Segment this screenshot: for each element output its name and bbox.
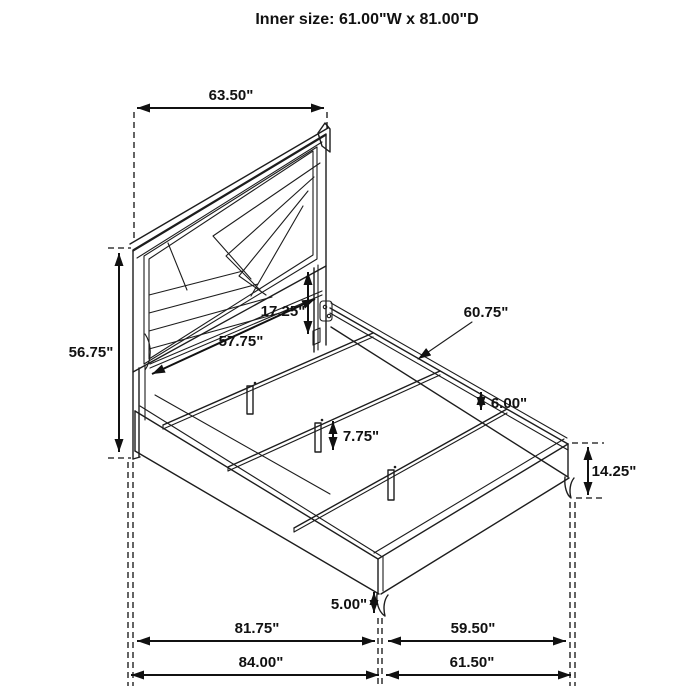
bed-frame-drawing <box>135 303 574 616</box>
dim-slat-length-label: 57.75" <box>218 333 264 350</box>
dim-rail-height-label: 6.00" <box>490 395 528 412</box>
dim-rail-height <box>481 392 527 412</box>
foot-rail <box>374 439 569 594</box>
page-title: Inner size: 61.00"W x 81.00"D <box>255 11 479 28</box>
headboard-right-post <box>313 265 332 352</box>
headboard-chevron-pattern <box>149 163 320 349</box>
dim-front-leg-height-label: 5.00" <box>330 596 368 613</box>
far-side-rail <box>330 303 568 477</box>
dim-panel-clearance <box>261 272 308 334</box>
headboard-drawing <box>130 123 332 459</box>
slat-rails <box>150 291 507 532</box>
dim-inner-width <box>388 620 566 641</box>
dim-headboard-width <box>134 87 327 242</box>
dim-inner-length-label: 81.75" <box>234 620 280 637</box>
dim-foot-corner-height-label: 14.25" <box>591 463 637 480</box>
dim-front-leg-height <box>331 592 374 613</box>
dim-overall-width <box>386 654 571 675</box>
dim-headboard-height <box>69 248 131 458</box>
dim-headboard-width-label: 63.50" <box>208 87 254 104</box>
dim-slat-leg-height <box>333 421 379 450</box>
dim-slat-leg-height-label: 7.75" <box>342 428 380 445</box>
front-corner-leg <box>377 594 388 616</box>
dim-headboard-height-label: 56.75" <box>68 344 114 361</box>
dim-side-rail-length-label: 60.75" <box>463 304 509 321</box>
dim-inner-length <box>137 620 375 641</box>
dim-panel-clearance-label: 17.25" <box>260 303 306 320</box>
dim-side-rail-length <box>418 304 508 359</box>
dim-overall-length-label: 84.00" <box>238 654 284 671</box>
dim-foot-corner-height <box>572 443 636 498</box>
dim-inner-width-label: 59.50" <box>450 620 496 637</box>
dim-overall-length <box>131 654 379 675</box>
dim-overall-width-label: 61.50" <box>449 654 495 671</box>
